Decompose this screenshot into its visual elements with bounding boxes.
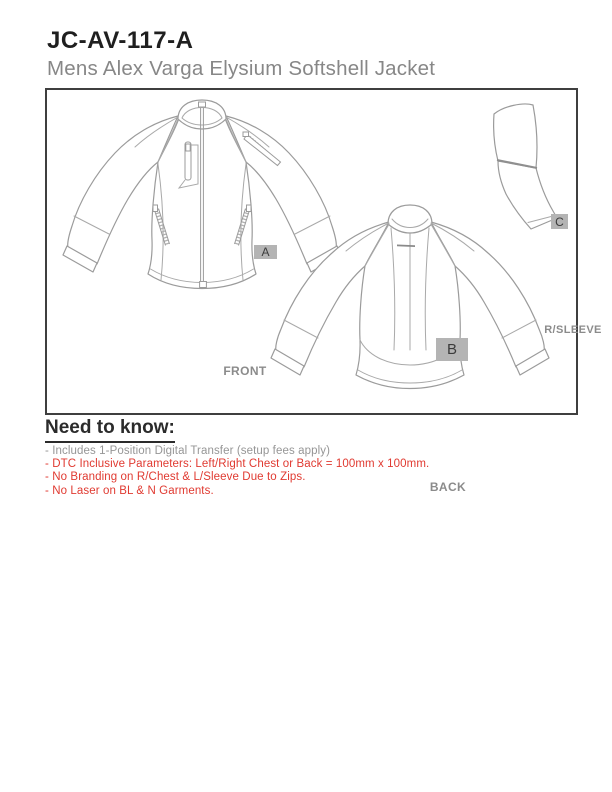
position-marker-b: B	[436, 338, 468, 361]
note-item: - No Laser on BL & N Garments.	[45, 484, 214, 497]
collar-zip-pull	[199, 102, 206, 107]
sleeve-view-drawing	[494, 104, 557, 229]
product-name: Mens Alex Varga Elysium Softshell Jacket	[47, 57, 436, 80]
position-marker-c: C	[551, 214, 568, 229]
front-view-drawing	[63, 100, 341, 289]
note-item: - DTC Inclusive Parameters: Left/Right Chest or Back = 100mm x 100mm.	[45, 458, 430, 471]
back-view-label: BACK	[429, 480, 467, 494]
sleeve-view-label: R/SLEEVE	[544, 324, 602, 336]
front-view-label: FRONT	[223, 364, 267, 378]
need-to-know-heading: Need to know:	[45, 417, 175, 443]
hem-zip-slider	[200, 282, 207, 288]
position-marker-a: A	[254, 245, 277, 259]
notes-list	[45, 445, 565, 498]
note-item: - No Branding on R/Chest & L/Sleeve Due to Zips.	[45, 471, 306, 484]
product-code: JC-AV-117-A	[47, 27, 194, 54]
note-item: - Includes 1-Position Digital Transfer (setup fees apply)	[45, 445, 331, 457]
garment-diagram	[45, 88, 578, 415]
